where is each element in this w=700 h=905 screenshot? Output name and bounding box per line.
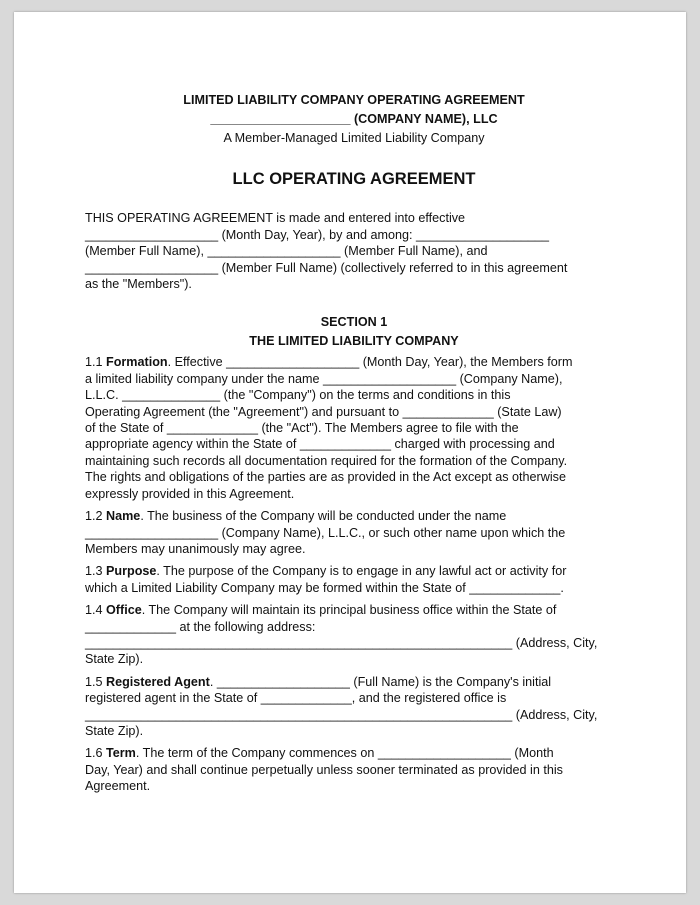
document-title: LLC OPERATING AGREEMENT: [232, 170, 476, 188]
clause-line: . The Company will maintain its principal business office within the State of: [141, 603, 557, 618]
clause-line: Agreement.: [85, 779, 151, 794]
clause-line: appropriate agency within the State of _____________ charged with processing and: [85, 437, 555, 452]
clause-line: registered agent in the State of _____________, and the registered office is: [85, 691, 507, 706]
clause-purpose: [85, 563, 623, 596]
clause-heading: Office: [106, 603, 142, 618]
document-page: [14, 12, 686, 893]
intro-paragraph: [85, 210, 623, 292]
clause-line: Members may unanimously may agree.: [85, 541, 306, 556]
clause-line: Operating Agreement (the "Agreement") and pursuant to _____________ (State Law): [85, 404, 562, 419]
clause-heading: Term: [106, 746, 136, 761]
intro-line-4: ___________________ (Member Full Name) (collectively referred to in this agreement: [85, 260, 568, 275]
clause-heading: Formation: [106, 355, 168, 370]
intro-line-2: ___________________ (Month Day, Year), by and among: ___________________: [85, 227, 550, 242]
clause-line: _____________ at the following address:: [85, 619, 316, 634]
clause-line: ___________________ (Company Name), L.L.C., or such other name upon which the: [85, 525, 566, 540]
clause-line: . The business of the Company will be conducted under the name: [140, 509, 507, 524]
clause-number: 1.6: [85, 746, 107, 761]
section-number: SECTION 1: [320, 315, 388, 330]
section-title: THE LIMITED LIABILITY COMPANY: [249, 334, 459, 349]
clause-line: expressly provided in this Agreement.: [85, 486, 295, 501]
clause-number: 1.2: [85, 509, 107, 524]
clause-number: 1.5: [85, 674, 107, 689]
clause-line: which a Limited Liability Company may be formed within the State of _____________.: [85, 580, 564, 595]
document-content: [85, 91, 623, 801]
clause-line: _____________________________________________________________ (Address, City,: [85, 635, 598, 650]
clause-line: _____________________________________________________________ (Address, City,: [85, 707, 598, 722]
clause-line: . Effective ___________________ (Month Day, Year), the Members form: [167, 355, 573, 370]
clause-line: . The purpose of the Company is to engage in any lawful act or activity for: [156, 564, 567, 579]
clause-line: State Zip).: [85, 652, 144, 667]
clause-line: a limited liability company under the name ___________________ (Company Name),: [85, 371, 563, 386]
intro-line-5: as the "Members").: [85, 277, 192, 292]
clause-line: L.L.C. ______________ (the "Company") on the terms and conditions in this: [85, 388, 511, 403]
clause-heading: Purpose: [106, 564, 157, 579]
clause-number: 1.3: [85, 564, 107, 579]
intro-line-3: (Member Full Name), ___________________ (Member Full Name), and: [85, 244, 488, 259]
clause-registered-agent: [85, 674, 623, 740]
clause-term: [85, 745, 623, 794]
intro-line-1: THIS OPERATING AGREEMENT is made and entered into effective: [85, 211, 466, 226]
clause-heading: Name: [106, 509, 141, 524]
clause-line: maintaining such records all documentation required for the formation of the Company.: [85, 453, 568, 468]
header-company-name: ____________________ (COMPANY NAME), LLC: [210, 112, 498, 126]
clause-line: State Zip).: [85, 723, 144, 738]
clause-line: The rights and obligations of the parties are as provided in the Act except as otherwise: [85, 470, 566, 485]
clause-formation: [85, 354, 623, 502]
clause-office: [85, 602, 623, 668]
clause-line: of the State of _____________ (the "Act"). The Members agree to file with the: [85, 421, 519, 436]
header-subtitle: A Member-Managed Limited Liability Company: [223, 131, 485, 145]
header-title: LIMITED LIABILITY COMPANY OPERATING AGREEMENT: [183, 93, 525, 107]
clause-number: 1.1: [85, 355, 107, 370]
clause-number: 1.4: [85, 603, 107, 618]
clause-name: [85, 508, 623, 557]
clause-line: . The term of the Company commences on ___________________ (Month: [135, 746, 554, 761]
clause-heading: Registered Agent: [106, 674, 210, 689]
clause-line: . ___________________ (Full Name) is the Company's initial: [209, 674, 552, 689]
clause-line: Day, Year) and shall continue perpetually unless sooner terminated as provided in this: [85, 762, 563, 777]
